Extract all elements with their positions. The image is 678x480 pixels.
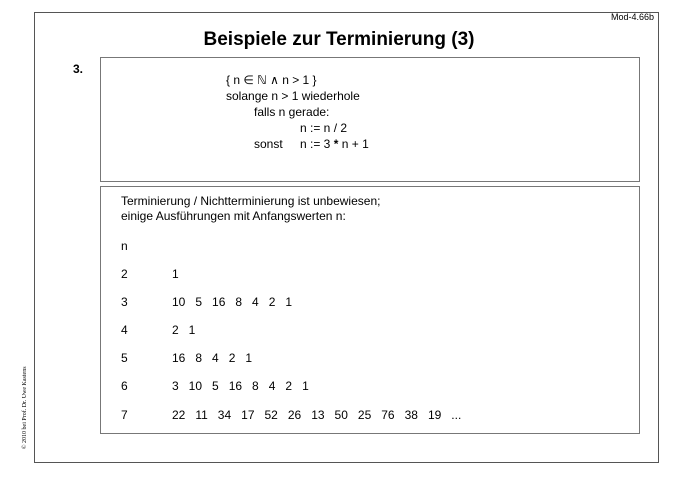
else-assign-right: n + 1 (341, 137, 369, 151)
run-n: 5 (121, 351, 128, 365)
run-n: 3 (121, 295, 128, 309)
slide-id: Mod-4.66b (610, 12, 654, 22)
multiply-operator: * (333, 137, 339, 151)
program-box (100, 57, 640, 182)
item-number: 3. (73, 62, 84, 76)
else-assign-left: n := 3 (300, 137, 331, 151)
run-n: 6 (121, 379, 128, 393)
if-branch: falls n gerade: (254, 105, 330, 119)
runs-intro-line1: Terminierung / Nichtterminierung ist unbewiesen; (121, 194, 381, 208)
then-assignment: n := n / 2 (300, 121, 348, 135)
run-n: 4 (121, 323, 128, 337)
precondition: { n ∈ ℕ ∧ n > 1 } (226, 73, 317, 87)
run-sequence: 2 1 (172, 323, 196, 337)
copyright-note: © 2010 bei Prof. Dr. Uwe Kastens (22, 366, 28, 449)
page-title: Beispiele zur Terminierung (3) (203, 29, 475, 50)
run-sequence: 10 5 16 8 4 2 1 (172, 295, 293, 309)
runs-box (100, 186, 640, 434)
run-n: 7 (121, 408, 128, 422)
runs-header-n: n (121, 239, 128, 253)
run-n: 2 (121, 267, 128, 281)
run-sequence: 3 10 5 16 8 4 2 1 (172, 379, 309, 393)
else-keyword: sonst (254, 137, 283, 151)
run-sequence: 1 (172, 267, 179, 281)
else-assignment (300, 137, 369, 152)
run-sequence: 16 8 4 2 1 (172, 351, 253, 365)
runs-intro-line2: einige Ausführungen mit Anfangswerten n: (121, 209, 346, 223)
run-sequence: 22 11 34 17 52 26 13 50 25 76 38 19 ... (172, 408, 462, 422)
loop-header: solange n > 1 wiederhole (226, 89, 360, 103)
